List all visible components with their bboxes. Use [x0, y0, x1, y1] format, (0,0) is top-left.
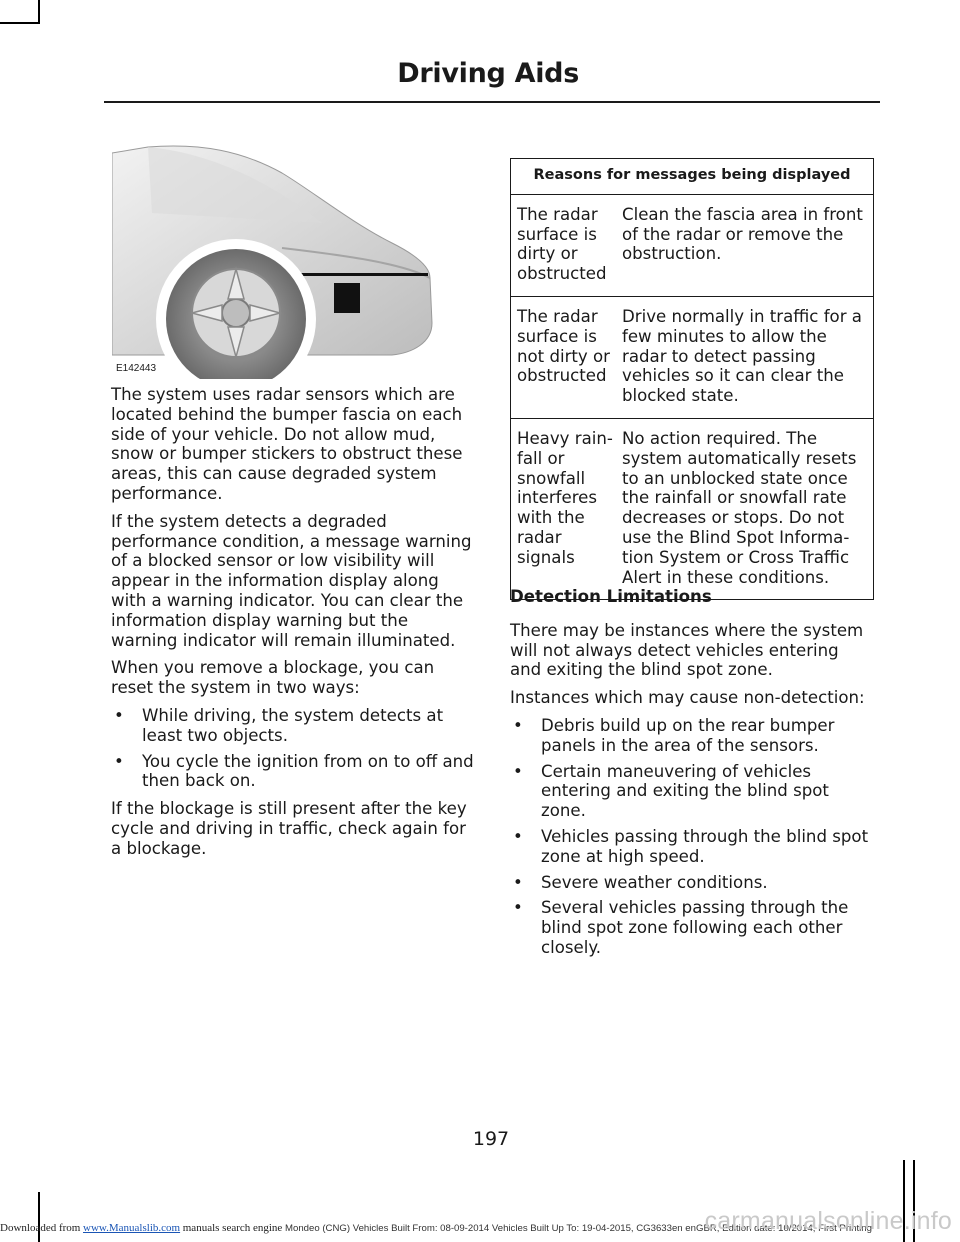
list-item-text: Certain maneuvering of vehicles entering and exiting the blind spot zone.: [541, 761, 829, 821]
reasons-table: [510, 158, 874, 600]
vehicle-rear-bumper-illustration: [112, 143, 444, 379]
list-item-text: Severe weather conditions.: [541, 872, 768, 892]
reset-methods-list: [111, 706, 475, 791]
table-cell-action: Clean the fascia area in front of the radar or remove the obstruction.: [616, 194, 874, 296]
list-item: [111, 752, 475, 792]
bullet-icon: •: [513, 826, 523, 846]
car-bumper-drawing: [112, 143, 444, 379]
bullet-icon: •: [114, 751, 124, 771]
list-item: [510, 762, 874, 821]
page-title: Driving Aids: [397, 58, 579, 89]
bullet-icon: •: [513, 872, 523, 892]
table-row: [511, 194, 874, 296]
crop-mark: [38, 0, 40, 24]
section-heading: Detection Limitations: [510, 587, 712, 606]
watermark: carmanualsonline.info: [704, 1207, 952, 1235]
table-cell-condition: The radar surface is dirty or obstructed: [511, 194, 617, 296]
list-item: [510, 716, 874, 756]
figure-code: E142443: [116, 363, 157, 374]
bullet-icon: •: [513, 761, 523, 781]
list-item: [510, 873, 874, 893]
bullet-icon: •: [114, 705, 124, 725]
footer-downloaded: Downloaded from: [0, 1222, 81, 1234]
crop-mark: [0, 22, 40, 24]
table-cell-action: Drive normally in traffic for a few minutes to allow the radar to detect passing vehicles so it can clear the blocked state.: [616, 296, 874, 418]
list-item: [510, 827, 874, 867]
left-column: [111, 385, 475, 867]
paragraph: When you remove a blockage, you can reset the system in two ways:: [111, 658, 435, 698]
table-cell-action: No action required. The system automatically resets to an unblocked state once the rainfall or snowfall rate decreases or stops. Do not use the Blind Spot Informa-tion System or Cross Traffic Alert in these conditions.: [616, 418, 874, 599]
table-cell-condition: Heavy rain-fall or snowfall interferes with the radar signals: [511, 418, 617, 599]
footer-meta: Mondeo (CNG) Vehicles Built From: 08-09-2014 Vehicles Built Up To: 19-04-2015, CG3633en enGBR, Edition date: 10/2014, First Printing: [285, 1223, 872, 1234]
list-item-text: While driving, the system detects at least two objects.: [142, 705, 444, 745]
paragraph: If the blockage is still present after the key cycle and driving in traffic, check again for a blockage.: [111, 799, 467, 858]
list-item-text: Debris build up on the rear bumper panels in the area of the sensors.: [541, 715, 835, 755]
table-row: [511, 296, 874, 418]
right-column: [510, 587, 874, 966]
crop-mark: [38, 1192, 40, 1242]
non-detection-list: [510, 716, 874, 958]
list-item: [510, 898, 874, 957]
manualslib-link[interactable]: www.Manualslib.com: [83, 1222, 181, 1234]
header-divider: [104, 101, 880, 103]
paragraph: Instances which may cause non-detection:: [510, 688, 865, 708]
table-header-row: [511, 159, 874, 195]
paragraph: The system uses radar sensors which are located behind the bumper fascia on each side of your vehicle. Do not allow mud, snow or bumper stickers to obstruct these areas, this can cause degraded system performance.: [111, 385, 463, 503]
paragraph: There may be instances where the system will not always detect vehicles entering and exiting the blind spot zone.: [510, 620, 864, 680]
table-cell-condition: The radar surface is not dirty or obstructed: [511, 296, 617, 418]
table-header: Reasons for messages being displayed: [511, 159, 874, 195]
table-row: [511, 418, 874, 599]
bullet-icon: •: [513, 898, 523, 918]
list-item: [111, 706, 475, 746]
page-number: 197: [472, 1128, 510, 1150]
list-item-text: Several vehicles passing through the blind spot zone following each other closely.: [541, 898, 849, 957]
paragraph: If the system detects a degraded performance condition, a message warning of a blocked sensor or low visibility will appear in the information display along with a warning indicator. You can clear the information display warning but the warning indicator will remain illuminated.: [111, 511, 472, 650]
list-item-text: You cycle the ignition from on to off and then back on.: [142, 751, 474, 791]
footer-search: manuals search engine: [182, 1222, 283, 1234]
bullet-icon: •: [513, 715, 523, 735]
list-item-text: Vehicles passing through the blind spot zone at high speed.: [541, 826, 869, 866]
